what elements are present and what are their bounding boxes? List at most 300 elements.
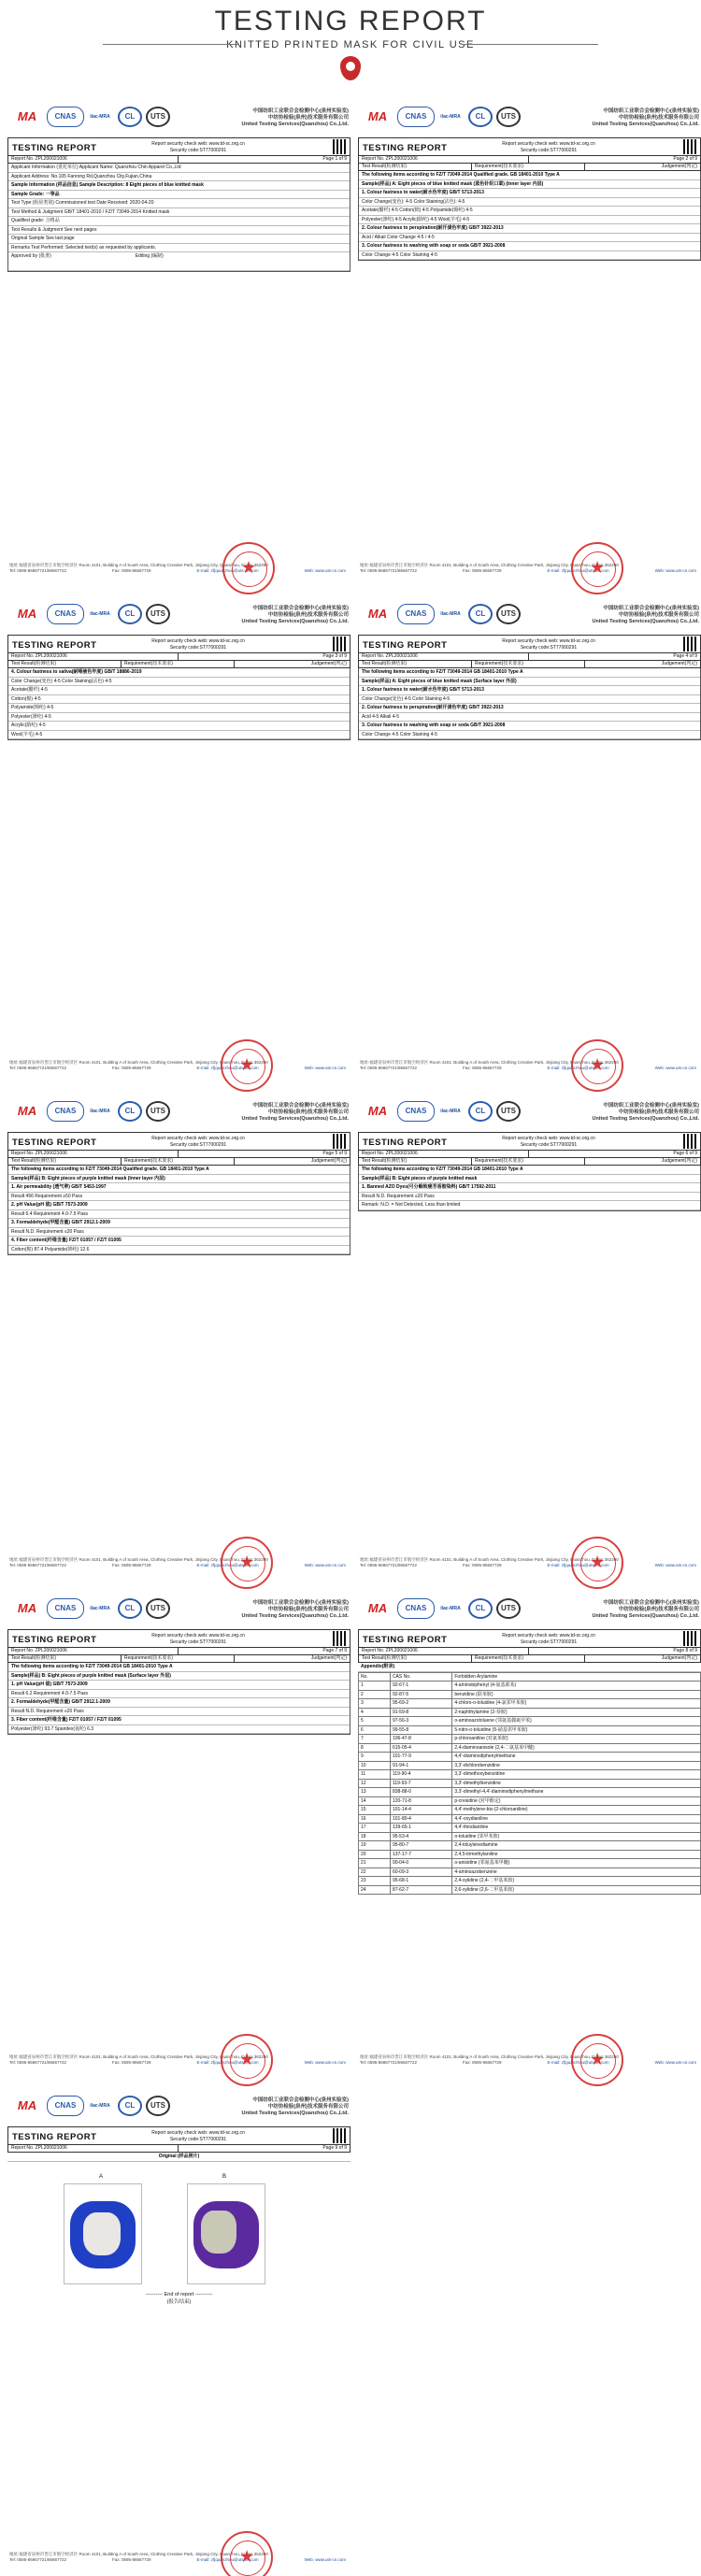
seal-star-icon: ★ xyxy=(241,558,257,577)
report-line: 1. Air permeability (透气率) GB/T 5453-1997 xyxy=(8,1183,350,1193)
appendix-title: Appendix(附录) xyxy=(358,1663,701,1672)
table-cell: 2,4-toluylenediamine xyxy=(452,1841,701,1851)
table-cell: 3 xyxy=(359,1699,391,1709)
footer-email[interactable]: E-mail: zfjquanzhou@uts-cn.com xyxy=(196,1563,259,1568)
table-cell: 4,4'-thiodianiline xyxy=(452,1824,701,1833)
report-number-row xyxy=(7,653,350,661)
report-number: Report No. ZPL200021006 xyxy=(359,156,529,163)
table-row xyxy=(359,1841,701,1851)
official-seal-icon xyxy=(571,542,623,594)
ma-logo: MA xyxy=(367,1600,388,1615)
seal-star-icon: ★ xyxy=(239,2050,255,2068)
report-line: Original Sample See last page xyxy=(8,235,350,244)
security-check: Report security check web: www.td-sc.org.cn Security code:ST77000291 xyxy=(502,1633,595,1645)
footer-email[interactable]: E-mail: zfjquanzhou@uts-cn.com xyxy=(547,568,609,574)
report-header-box xyxy=(7,1629,350,1648)
qr-code-icon xyxy=(683,637,698,651)
report-line: Acid / Alkali Color Change 4-5 / 4-5 xyxy=(359,234,700,243)
page-number: Page 7 of 9 xyxy=(322,1648,347,1653)
footer-contact xyxy=(360,2060,696,2066)
page-footer xyxy=(9,563,346,574)
table-row xyxy=(359,1868,701,1877)
table-cell: 91-59-8 xyxy=(390,1708,451,1717)
ilac-logo: ilac-MRA xyxy=(440,1605,461,1611)
lab-name-cn: 中国纺织工业联合会检测中心(泉州实验室) 中纺协检验(泉州)技术服务有限公司 xyxy=(603,1600,699,1612)
table-row xyxy=(359,1770,701,1780)
lab-letterhead xyxy=(7,2094,350,2124)
report-number-row xyxy=(7,1151,350,1158)
report-title: TESTING REPORT xyxy=(363,1138,448,1148)
ilac-logo: ilac-MRA xyxy=(90,1108,110,1114)
footer-web[interactable]: Web: www.uts-cn.com xyxy=(654,1563,696,1568)
lab-name-en: United Testing Services(Quanzhou) Co.,Ltd. xyxy=(592,1612,699,1619)
footer-tel: Tel: 0595-86867721/86667722 xyxy=(9,1563,67,1568)
report-title: TESTING REPORT xyxy=(12,143,97,153)
footer-address: 地址:福建省泉州市晋江市航空经济区 Room 4101, Building A of South Area, Clothing Creative Park, Jinjiang City, Quanzhou, Fujian 362290 xyxy=(9,1060,268,1066)
header-rule-right xyxy=(463,44,598,45)
table-cell: 120-71-8 xyxy=(390,1796,451,1806)
col-judgement: Judgement(判定) xyxy=(661,1655,697,1661)
table-cell: 8 xyxy=(359,1743,391,1753)
report-number-row xyxy=(7,2145,350,2153)
lab-name xyxy=(536,108,699,128)
table-cell: 12 xyxy=(359,1779,391,1788)
footer-fax: Fax: 0595-86667729 xyxy=(463,1563,502,1568)
table-cell: 21 xyxy=(359,1859,391,1868)
table-row xyxy=(359,1708,701,1717)
lab-letterhead xyxy=(358,1596,701,1626)
col-judgement: Judgement(判定) xyxy=(661,661,697,666)
ilac-logo: ilac-MRA xyxy=(90,1605,110,1611)
col-requirement: Requirement(技术要求) xyxy=(472,661,585,667)
footer-address: 地址:福建省泉州市晋江市航空经济区 Room 4101, Building A of South Area, Clothing Creative Park, Jinjiang City, Quanzhou, Fujian 362290 xyxy=(9,2054,268,2060)
report-header-box xyxy=(358,635,701,653)
table-cell: 137-17-7 xyxy=(390,1850,451,1859)
report-line: Result N.D. Requirement ≤20 Pass xyxy=(359,1193,700,1202)
table-cell: 22 xyxy=(359,1868,391,1877)
footer-web[interactable]: Web: www.uts-cn.com xyxy=(304,1563,346,1568)
report-page xyxy=(7,602,350,1097)
report-body xyxy=(358,1166,701,1211)
footer-email[interactable]: E-mail: zfjquanzhou@uts-cn.com xyxy=(547,1066,609,1071)
qr-code-icon xyxy=(333,1631,348,1646)
report-line: Acrylic(腈纶) 4-5 xyxy=(8,722,350,731)
ma-logo: MA xyxy=(17,1600,37,1615)
signature-row xyxy=(8,252,350,271)
editing-label: Editing (编制) xyxy=(135,253,164,259)
footer-email[interactable]: E-mail: zfjquanzhou@uts-cn.com xyxy=(196,2557,259,2563)
footer-address: 地址:福建省泉州市晋江市航空经济区 Room 4101, Building A of South Area, Clothing Creative Park, Jinjiang City, Quanzhou, Fujian 362290 xyxy=(360,1060,619,1066)
report-title: TESTING REPORT xyxy=(363,640,448,651)
footer-web[interactable]: Web: www.uts-cn.com xyxy=(304,1066,346,1071)
table-row xyxy=(359,1850,701,1859)
uts-logo: UTS xyxy=(496,1598,521,1619)
footer-fax: Fax: 0595-86667729 xyxy=(463,1066,502,1071)
report-number: Report No. ZPL200021006 xyxy=(8,1151,179,1157)
report-line: 3. Fiber content(纤维含量) FZ/T 01057 / FZ/T 01095 xyxy=(8,1716,350,1725)
footer-contact xyxy=(360,1563,696,1568)
col-requirement: Requirement(技术要求) xyxy=(122,1655,235,1662)
report-line: 1. Colour fastness to water(耐水色牢度) GB/T 5713-2013 xyxy=(359,189,700,198)
table-cell: 4-chloro-o-toluidine (4-氯邻甲苯胺) xyxy=(452,1699,701,1709)
appendix-col-header: Forbidden Arylamine xyxy=(452,1672,701,1682)
footer-address: 地址:福建省泉州市晋江市航空经济区 Room 4101, Building A of South Area, Clothing Creative Park, Jinjiang City, Quanzhou, Fujian 362290 xyxy=(9,563,268,568)
report-number: Report No. ZPL200021006 xyxy=(8,1648,179,1654)
footer-address: 地址:福建省泉州市晋江市航空经济区 Room 4101, Building A of South Area, Clothing Creative Park, Jinjiang City, Quanzhou, Fujian 362290 xyxy=(360,563,619,568)
report-line: 1. pH Value(pH 值) GB/T 7573-2009 xyxy=(8,1681,350,1690)
table-cell: 2,4-diaminoanisole (2,4-二氨基苯甲醚) xyxy=(452,1743,701,1753)
seal-star-icon: ★ xyxy=(590,1055,606,1074)
table-cell: 14 xyxy=(359,1796,391,1806)
ilac-logo: ilac-MRA xyxy=(440,1108,461,1114)
sample-photo-a xyxy=(64,2183,142,2284)
report-header-box xyxy=(7,137,350,156)
footer-address: 地址:福建省泉州市晋江市航空经济区 Room 4101, Building A of South Area, Clothing Creative Park, Jinjiang City, Quanzhou, Fujian 362290 xyxy=(360,1557,619,1563)
security-check: Report security check web: www.td-sc.org.cn Security code:ST77000291 xyxy=(502,1136,595,1148)
lab-name xyxy=(185,1103,349,1123)
qr-code-icon xyxy=(683,1631,698,1646)
table-cell: benzidine (联苯胺) xyxy=(452,1690,701,1699)
col-result: Test Result(检测结果) xyxy=(359,1655,472,1662)
table-cell: o-aminoazotoluene (邻氨基偶氮甲苯) xyxy=(452,1717,701,1726)
table-row xyxy=(359,1779,701,1788)
result-header-row xyxy=(358,661,701,668)
report-line: Polyester(涤纶) 4-5 xyxy=(8,713,350,723)
footer-contact xyxy=(9,2557,346,2563)
security-check: Report security check web: www.td-sc.org.cn Security code:ST77000291 xyxy=(151,141,245,153)
footer-tel: Tel: 0595-86867721/86667722 xyxy=(9,2557,67,2563)
report-page xyxy=(7,105,350,600)
page-header xyxy=(0,0,701,86)
footer-fax: Fax: 0595-86667729 xyxy=(112,2060,151,2066)
table-cell: 4-aminoazobenzene xyxy=(452,1868,701,1877)
page-number: Page 5 of 9 xyxy=(322,1151,347,1156)
report-line: 2. Colour fastness to perspiration(耐汗渍色牢度) GB/T 3922-2013 xyxy=(359,704,700,713)
footer-tel: Tel: 0595-86867721/86667722 xyxy=(9,568,67,574)
lab-name-cn: 中国纺织工业联合会检测中心(泉州实验室) 中纺协检验(泉州)技术服务有限公司 xyxy=(252,108,349,121)
uts-logo: UTS xyxy=(146,107,170,127)
lab-name-cn: 中国纺织工业联合会检测中心(泉州实验室) 中纺协检验(泉州)技术服务有限公司 xyxy=(603,108,699,121)
official-seal-icon xyxy=(571,1537,623,1589)
ma-logo: MA xyxy=(17,606,37,621)
report-line: 4. Colour fastness to saliva(耐唾液色牢度) GB/T 18886-2019 xyxy=(8,668,350,678)
table-cell: 615-05-4 xyxy=(390,1743,451,1753)
result-header-row xyxy=(7,1158,350,1166)
table-cell: 3,3'-dimethylbenzidine xyxy=(452,1779,701,1788)
col-judgement: Judgement(判定) xyxy=(661,164,697,169)
seal-star-icon: ★ xyxy=(239,1553,255,1571)
footer-email[interactable]: E-mail: zfjquanzhou@uts-cn.com xyxy=(196,2060,259,2066)
seal-star-icon: ★ xyxy=(590,558,606,577)
col-requirement: Requirement(技术要求) xyxy=(472,164,585,170)
page-number: Page 8 of 9 xyxy=(673,1648,697,1653)
lab-name-en: United Testing Services(Quanzhou) Co.,Ltd. xyxy=(592,1115,699,1122)
table-cell: 5 xyxy=(359,1717,391,1726)
table-cell: 95-68-1 xyxy=(390,1877,451,1886)
security-check: Report security check web: www.td-sc.org.cn Security code:ST77000291 xyxy=(502,638,595,651)
report-line: Sample(样品) B: Eight pieces of purple knitted mask (Surface layer 外层) xyxy=(8,1672,350,1682)
lab-name-cn: 中国纺织工业联合会检测中心(泉州实验室) 中纺协检验(泉州)技术服务有限公司 xyxy=(252,1103,349,1115)
report-number-row xyxy=(7,156,350,164)
table-cell: 24 xyxy=(359,1885,391,1895)
lab-name xyxy=(185,108,349,128)
lab-letterhead xyxy=(7,1596,350,1626)
appendix-col-header: CAS No. xyxy=(390,1672,451,1682)
qr-code-icon xyxy=(333,1134,348,1149)
page-number: Page 9 of 9 xyxy=(322,2145,347,2151)
table-cell: 95-69-2 xyxy=(390,1699,451,1709)
table-cell: 10 xyxy=(359,1761,391,1770)
footer-web[interactable]: Web: www.uts-cn.com xyxy=(304,2557,346,2563)
cnas-logo: CNAS xyxy=(47,107,84,127)
cl-logo: CL xyxy=(118,2096,142,2116)
report-header-box xyxy=(7,635,350,653)
table-row xyxy=(359,1682,701,1691)
table-cell: 99-55-8 xyxy=(390,1725,451,1735)
uts-logo: UTS xyxy=(146,604,170,624)
lab-letterhead xyxy=(358,602,701,632)
report-title: TESTING REPORT xyxy=(363,1635,448,1645)
qr-code-icon xyxy=(683,1134,698,1149)
page-number: Page 3 of 9 xyxy=(322,653,347,659)
report-line: Result 6.2 Requirement 4.0-7.5 Pass xyxy=(8,1690,350,1699)
report-line: 3. Colour fastness to washing with soap or soda GB/T 3921-2008 xyxy=(359,722,700,731)
col-judgement: Judgement(判定) xyxy=(661,1158,697,1164)
table-row xyxy=(359,1877,701,1886)
uts-logo: UTS xyxy=(146,1101,170,1122)
table-cell: p-cresidine (对甲酚定) xyxy=(452,1796,701,1806)
table-row xyxy=(359,1717,701,1726)
result-header-row xyxy=(358,164,701,171)
col-requirement: Requirement(技术要求) xyxy=(472,1655,585,1662)
col-result: Test Result(检测结果) xyxy=(359,1158,472,1165)
lab-name-cn: 中国纺织工业联合会检测中心(泉州实验室) 中纺协检验(泉州)技术服务有限公司 xyxy=(603,606,699,618)
photo-label-b: B xyxy=(222,2174,227,2180)
qr-code-icon xyxy=(333,637,348,651)
report-line: The following items according to FZ/T 73049-2014 Qualified grade. GB 18401-2010 Type A xyxy=(8,1166,350,1175)
report-line: Cotton(棉) 4-5 xyxy=(8,695,350,705)
lab-name-cn: 中国纺织工业联合会检测中心(泉州实验室) 中纺协检验(泉州)技术服务有限公司 xyxy=(252,1600,349,1612)
footer-fax: Fax: 0595-86667729 xyxy=(463,2060,502,2066)
footer-address: 地址:福建省泉州市晋江市航空经济区 Room 4101, Building A of South Area, Clothing Creative Park, Jinjiang City, Quanzhou, Fujian 362290 xyxy=(9,2552,268,2557)
col-result: Test Result(检测结果) xyxy=(8,1158,122,1165)
report-line: Color Change 4-5 Color Staining 4-5 xyxy=(359,731,700,740)
col-result: Test Result(检测结果) xyxy=(359,661,472,667)
report-number-row xyxy=(358,156,701,164)
table-cell: 95-80-7 xyxy=(390,1841,451,1851)
report-line: Color Change(变色) 4-5 Color Staining 4-5 xyxy=(359,695,700,705)
report-title: TESTING REPORT xyxy=(12,2132,97,2142)
official-seal-icon xyxy=(221,1039,273,1092)
page-subtitle: KNITTED PRINTED MASK FOR CIVIL USE xyxy=(226,39,475,50)
report-line: The following items according to FZ/T 73049-2014 Qualified grade. GB 18401-2010 Type A xyxy=(359,171,700,180)
lab-name-en: United Testing Services(Quanzhou) Co.,Ltd. xyxy=(241,2110,349,2116)
report-body xyxy=(358,668,701,740)
table-cell: 4,4'-oxydianiline xyxy=(452,1814,701,1824)
table-cell: 23 xyxy=(359,1877,391,1886)
table-cell: 92-67-1 xyxy=(390,1682,451,1691)
cl-logo: CL xyxy=(118,1101,142,1122)
lab-name xyxy=(536,1600,699,1620)
report-line: Sample Grade: 一等品 xyxy=(8,191,350,200)
appendix-table xyxy=(358,1672,701,1896)
table-row xyxy=(359,1761,701,1770)
col-judgement: Judgement(判定) xyxy=(310,661,347,666)
table-cell: 838-88-0 xyxy=(390,1788,451,1797)
security-check: Report security check web: www.td-sc.org.cn Security code:ST77000291 xyxy=(151,638,245,651)
cl-logo: CL xyxy=(468,1101,493,1122)
footer-tel: Tel: 0595-86867721/86667722 xyxy=(360,568,418,574)
appendix-col-header: No. xyxy=(359,1672,391,1682)
footer-web[interactable]: Web: www.uts-cn.com xyxy=(304,568,346,574)
footer-web[interactable]: Web: www.uts-cn.com xyxy=(654,568,696,574)
lab-name-en: United Testing Services(Quanzhou) Co.,Ltd. xyxy=(592,618,699,624)
official-seal-icon xyxy=(571,2034,623,2086)
cl-logo: CL xyxy=(118,604,142,624)
footer-contact xyxy=(360,568,696,574)
table-cell: 92-87-5 xyxy=(390,1690,451,1699)
page-footer xyxy=(360,563,696,574)
ma-logo: MA xyxy=(367,108,388,123)
table-cell: 4,4'-diaminodiphenylmethane xyxy=(452,1753,701,1762)
table-cell: 13 xyxy=(359,1788,391,1797)
table-cell: 4-aminobiphenyl (4-氨基联苯) xyxy=(452,1682,701,1691)
photo-label-a: A xyxy=(99,2174,104,2180)
report-page xyxy=(7,2094,350,2576)
report-line: Test Results & Judgment See next pages xyxy=(8,226,350,236)
report-line: Wool(羊毛) 4-5 xyxy=(8,731,350,740)
table-row xyxy=(359,1832,701,1841)
report-line: Result N.D. Requirement ≤20 Pass xyxy=(8,1708,350,1717)
blue-mask-inner-image xyxy=(83,2212,121,2255)
official-seal-icon xyxy=(221,2034,273,2086)
lab-name-en: United Testing Services(Quanzhou) Co.,Ltd. xyxy=(241,1612,349,1619)
table-cell: 20 xyxy=(359,1850,391,1859)
purple-mask-inner-image xyxy=(201,2211,236,2254)
ma-logo: MA xyxy=(367,1103,388,1118)
security-check: Report security check web: www.td-sc.org.cn Security code:ST77000291 xyxy=(151,2130,245,2142)
report-line: Acetate(醋纤) 4-5 Cotton(棉) 4-5 Polyamide(锦纶) 4-5 xyxy=(359,207,700,216)
lab-letterhead xyxy=(7,1099,350,1129)
cnas-logo: CNAS xyxy=(47,1598,84,1619)
footer-email[interactable]: E-mail: zfjquanzhou@uts-cn.com xyxy=(196,568,259,574)
footer-address: 地址:福建省泉州市晋江市航空经济区 Room 4101, Building A of South Area, Clothing Creative Park, Jinjiang City, Quanzhou, Fujian 362290 xyxy=(9,1557,268,1563)
footer-web[interactable]: Web: www.uts-cn.com xyxy=(654,2060,696,2066)
report-line: Acid 4-5 Alkali 4-5 xyxy=(359,713,700,723)
approved-label: Approved by (批准) xyxy=(11,253,51,259)
table-cell: 4,4'-methylene-bis-(2-chloroaniline) xyxy=(452,1806,701,1815)
ma-logo: MA xyxy=(367,606,388,621)
lab-name-en: United Testing Services(Quanzhou) Co.,Ltd. xyxy=(241,1115,349,1122)
result-header-row xyxy=(7,661,350,668)
footer-tel: Tel: 0595-86867721/86667722 xyxy=(9,1066,67,1071)
table-row xyxy=(359,1743,701,1753)
table-row xyxy=(359,1725,701,1735)
cnas-logo: CNAS xyxy=(397,604,435,624)
col-requirement: Requirement(技术要求) xyxy=(122,1158,235,1165)
page-footer xyxy=(360,1060,696,1071)
footer-email[interactable]: E-mail: zfjquanzhou@uts-cn.com xyxy=(547,2060,609,2066)
lab-name xyxy=(185,606,349,625)
lab-letterhead xyxy=(358,1099,701,1129)
security-check: Report security check web: www.td-sc.org.cn Security code:ST77000291 xyxy=(151,1136,245,1148)
footer-web[interactable]: Web: www.uts-cn.com xyxy=(304,2060,346,2066)
table-cell: 139-65-1 xyxy=(390,1824,451,1833)
table-row xyxy=(359,1824,701,1833)
footer-contact xyxy=(9,1563,346,1568)
seal-star-icon: ★ xyxy=(590,1553,606,1571)
security-check: Report security check web: www.td-sc.org.cn Security code:ST77000291 xyxy=(502,141,595,153)
page-footer xyxy=(9,2054,346,2066)
table-cell: p-chloroaniline (对氯苯胺) xyxy=(452,1735,701,1744)
qr-code-icon xyxy=(333,139,348,154)
report-header-box xyxy=(7,2126,350,2145)
report-line: 1. Colour fastness to water(耐水色牢度) GB/T 5713-2013 xyxy=(359,686,700,695)
report-number: Report No. ZPL200021006 xyxy=(8,2145,179,2152)
report-body xyxy=(7,1166,350,1255)
end-of-report-cn: (报告结束) xyxy=(166,2299,192,2305)
report-line: Test Type (检验类别) Commissioned test Date Received: 2020-04-20 xyxy=(8,199,350,208)
report-line: 3. Colour fastness to washing with soap or soda GB/T 3921-2008 xyxy=(359,242,700,251)
uts-logo: UTS xyxy=(146,1598,170,1619)
report-number: Report No. ZPL200021006 xyxy=(359,653,529,660)
footer-fax: Fax: 0595-86667729 xyxy=(112,568,151,574)
report-page xyxy=(358,105,701,600)
table-cell: 119-93-7 xyxy=(390,1779,451,1788)
table-row xyxy=(359,1885,701,1895)
report-line: 3. Formaldehyde(甲醛含量) GB/T 2912.1-2009 xyxy=(8,1219,350,1228)
result-header-row xyxy=(358,1655,701,1663)
table-cell: 11 xyxy=(359,1770,391,1780)
table-cell: o-toluidine (邻甲苯胺) xyxy=(452,1832,701,1841)
sample-photo-b xyxy=(187,2183,265,2284)
lab-name-cn: 中国纺织工业联合会检测中心(泉州实验室) 中纺协检验(泉州)技术服务有限公司 xyxy=(252,606,349,618)
original-title: Original (样品照片) xyxy=(7,2153,350,2162)
table-cell: 106-47-8 xyxy=(390,1735,451,1744)
footer-tel: Tel: 0595-86867721/86667722 xyxy=(9,2060,67,2066)
footer-contact xyxy=(360,1066,696,1071)
table-cell: 101-80-4 xyxy=(390,1814,451,1824)
footer-email[interactable]: E-mail: zfjquanzhou@uts-cn.com xyxy=(547,1563,609,1568)
report-line: 2. pH Value(pH 值) GB/T 7573-2009 xyxy=(8,1201,350,1210)
table-row xyxy=(359,1814,701,1824)
report-header-box xyxy=(358,1132,701,1151)
table-cell: 3,3'-dichlorobenzidine xyxy=(452,1761,701,1770)
report-line: Sample Information (样品信息) Sample Description: 8 Eight pieces of blue knitted mask xyxy=(8,181,350,191)
report-line: Color Change 4-5 Color Staining 4-5 xyxy=(359,251,700,261)
uts-logo: UTS xyxy=(496,107,521,127)
result-header-row xyxy=(358,1158,701,1166)
report-number: Report No. ZPL200021006 xyxy=(8,653,179,660)
table-row xyxy=(359,1788,701,1797)
report-body xyxy=(7,668,350,740)
report-line: Color Change(变色) 4-5 Color Staining(沾色) 4-5 xyxy=(8,678,350,687)
table-row xyxy=(359,1806,701,1815)
footer-email[interactable]: E-mail: zfjquanzhou@uts-cn.com xyxy=(196,1066,259,1071)
cnas-logo: CNAS xyxy=(397,107,435,127)
footer-web[interactable]: Web: www.uts-cn.com xyxy=(654,1066,696,1071)
table-cell: 19 xyxy=(359,1841,391,1851)
ma-logo: MA xyxy=(17,2097,37,2112)
col-requirement: Requirement(技术要求) xyxy=(122,661,235,667)
qr-code-icon xyxy=(333,2128,348,2143)
table-cell: 3,3'-dimethyl-4,4'-diaminodiphenylmethane xyxy=(452,1788,701,1797)
report-line: Result 456 Requirement ≥50 Pass xyxy=(8,1193,350,1202)
cnas-logo: CNAS xyxy=(397,1101,435,1122)
page-title: TESTING REPORT xyxy=(214,6,487,36)
table-cell: 119-90-4 xyxy=(390,1770,451,1780)
report-line: 2. Colour fastness to perspiration(耐汗渍色牢度) GB/T 3922-2013 xyxy=(359,224,700,234)
